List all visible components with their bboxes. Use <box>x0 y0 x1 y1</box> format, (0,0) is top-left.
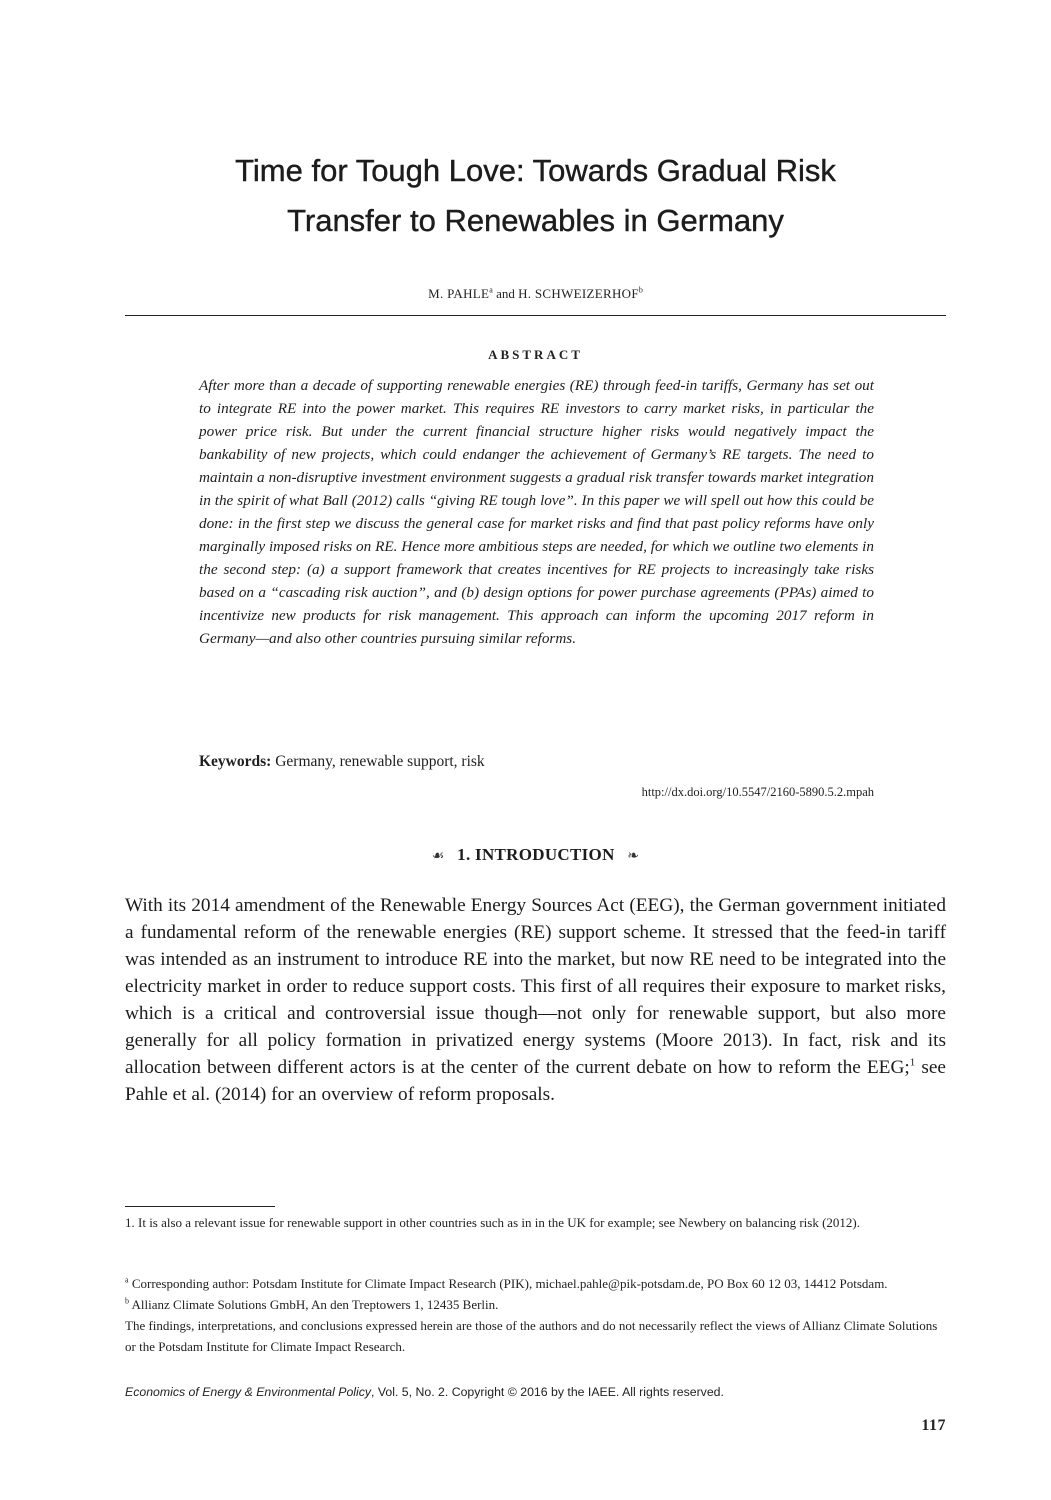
footnote-reference[interactable]: 1 <box>909 1056 916 1069</box>
author-1-affiliation-mark: a <box>489 285 493 295</box>
author-1: M. PAHLE <box>428 286 490 301</box>
affiliation-b-text: Allianz Climate Solutions GmbH, An den Treptowers 1, 12435 Berlin. <box>129 1297 499 1312</box>
page-number: 117 <box>921 1417 946 1434</box>
keywords-label: Keywords: <box>199 753 272 770</box>
doi-link[interactable]: http://dx.doi.org/10.5547/2160-5890.5.2.mpah <box>641 785 874 799</box>
introduction-paragraph <box>125 892 946 1108</box>
affiliation-a <box>125 1273 946 1294</box>
header-rule <box>125 315 946 316</box>
author-2-affiliation-mark: b <box>638 285 643 295</box>
affiliation-a-text: Corresponding author: Potsdam Institute for Climate Impact Research (PIK), michael.pahle@pik-potsdam.de, PO Box 60 12 03, 14412 Potsdam. <box>128 1276 888 1291</box>
abstract-text: After more than a decade of supporting renewable energies (RE) through feed-in tariffs, Germany has set out to integrate RE into the power market. This requires RE investors to carry market risks, in particular the power price risk. But under the current financial structure higher risks would negatively impact the bankability of new projects, which could endanger the achievement of Germany’s RE targets. The need to maintain a non-disruptive investment environment suggests a gradual risk transfer towards market integration in the spirit of what Ball (2012) calls “giving RE tough love”. In this paper we will spell out how this could be done: in the first step we discuss the general case for market risks and find that past policy reforms have only marginally imposed risks on RE. Hence more ambitious steps are needed, for which we outline two elements in the second step: (a) a support framework that creates incentives for RE projects to increasingly take risks based on a “cascading risk auction”, and (b) design options for power purchase agreements (PPAs) aimed to incentivize new products for risk management. This approach can inform the upcoming 2017 reform in Germany—and also other countries pursuing similar reforms. <box>199 377 874 647</box>
journal-name: Economics of Energy & Environmental Policy <box>125 1385 372 1399</box>
disclaimer: The findings, interpretations, and conclusions expressed herein are those of the authors and do not necessarily reflect the views of Allianz Climate Solutions or the Potsdam Institute for Climate Impact Research. <box>125 1318 938 1354</box>
keywords-text: Germany, renewable support, risk <box>275 753 485 770</box>
affiliation-b <box>125 1294 946 1315</box>
affiliation-b-mark: b <box>125 1296 129 1306</box>
intro-text-part-2: see Pahle et al. (2014) for an overview of reform proposals. <box>125 1057 946 1105</box>
ornament-right-icon: ❧ <box>627 849 640 864</box>
ornament-left-icon: ☙ <box>431 849 445 864</box>
paper-title <box>125 146 946 246</box>
footnote-1: 1. It is also a relevant issue for renewable support in other countries such as in in the UK for example; see Newbery on balancing risk (2012). <box>125 1215 861 1230</box>
author-line <box>125 284 946 304</box>
keywords <box>199 751 485 773</box>
affiliation-a-mark: a <box>125 1275 129 1285</box>
title-line-1: Time for Tough Love: Towards Gradual Risk <box>235 153 836 188</box>
intro-text-part-1: With its 2014 amendment of the Renewable Energy Sources Act (EEG), the German government initiated a fundamental reform of the renewable energies (RE) support scheme. It stressed that the feed-in tariff was intended as an instrument to introduce RE into the market, but now RE need to be integrated into the electricity market in order to reduce support costs. This first of all requires their exposure to market risks, which is a critical and controversial issue though—not only for renewable support, but also more generally for all policy formation in privatized energy systems (Moore 2013). In fact, risk and its allocation between different actors is at the center of the current debate on how to reform the EEG; <box>125 895 946 1078</box>
author-affiliations <box>125 1273 946 1357</box>
footnote-rule <box>125 1206 275 1207</box>
journal-details: , Vol. 5, No. 2. Copyright © 2016 by the IAEE. All rights reserved. <box>371 1385 724 1399</box>
title-line-2: Transfer to Renewables in Germany <box>287 203 784 238</box>
section-heading-introduction <box>125 845 946 865</box>
abstract-heading: ABSTRACT <box>488 347 583 362</box>
journal-citation <box>125 1383 946 1401</box>
section-title: 1. INTRODUCTION <box>457 845 615 864</box>
author-conjunction: and <box>496 286 515 301</box>
author-2: H. SCHWEIZERHOF <box>518 286 639 301</box>
